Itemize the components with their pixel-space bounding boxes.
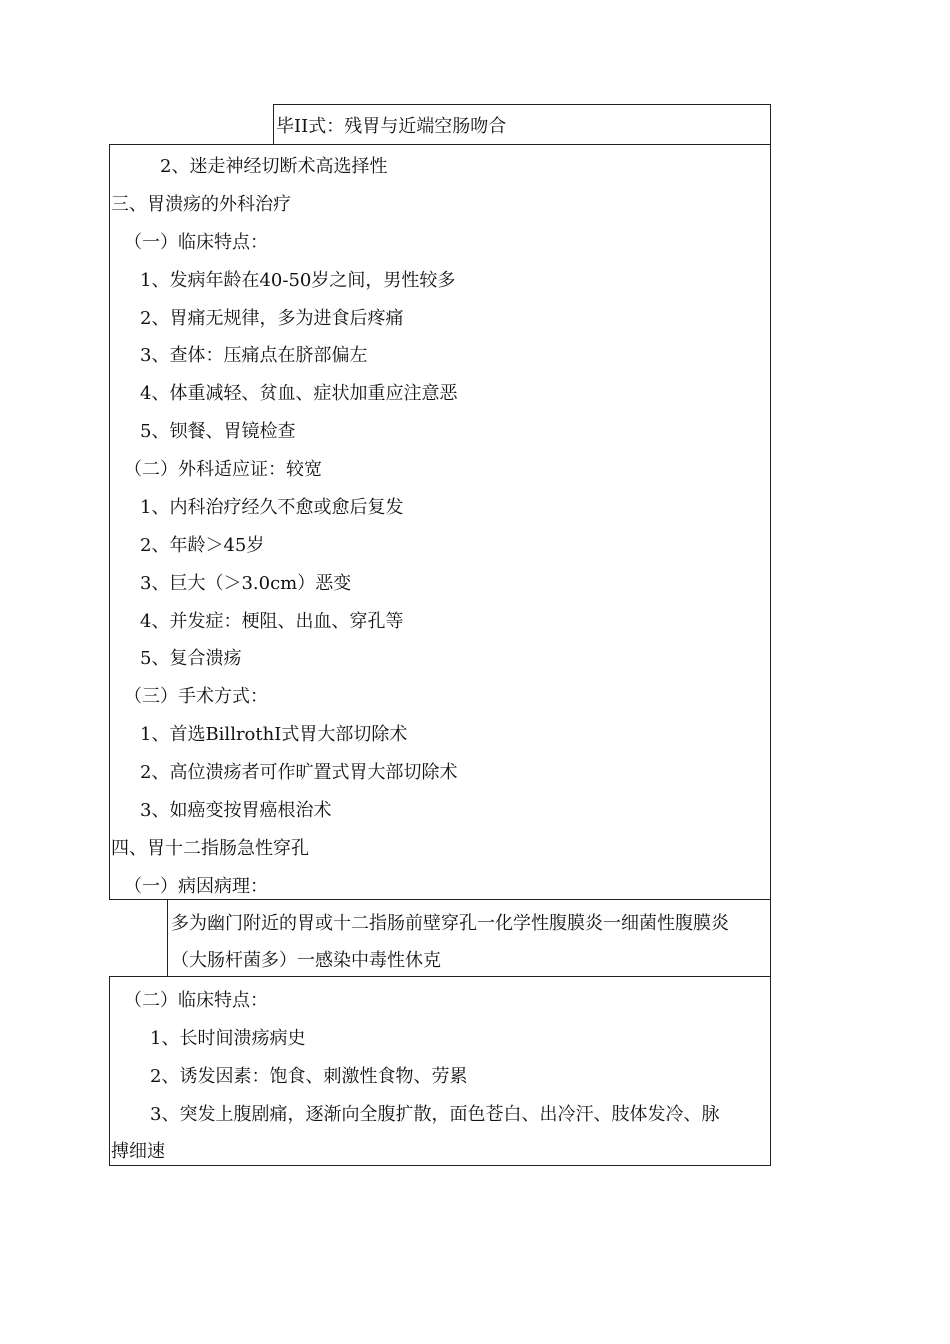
text-line: （大肠杆菌多）一感染中毒性休克 (171, 950, 441, 971)
subsection-heading: （二）临床特点： (124, 990, 268, 1011)
text-line: 1、长时间溃疡病史 (150, 1028, 306, 1049)
text-box-perforation-pathology (167, 899, 771, 977)
text-line: 2、胃痛无规律，多为进食后疼痛 (140, 308, 404, 329)
text-box-gastrojejunostomy (273, 104, 771, 145)
subsection-heading: （二）外科适应证：较宽 (124, 459, 322, 480)
text-line: 1、内科治疗经久不愈或愈后复发 (140, 497, 404, 518)
subsection-heading: （一）病因病理： (124, 876, 268, 897)
text-line: 多为幽门附近的胃或十二指肠前壁穿孔一化学性腹膜炎一细菌性腹膜炎 (171, 913, 729, 934)
text-box-gastric-ulcer-surgery (109, 144, 771, 900)
text-line: 3、查体：压痛点在脐部偏左 (140, 345, 368, 366)
text-line: 3、突发上腹剧痛，逐渐向全腹扩散，面色苍白、出冷汗、肢体发冷、脉 (150, 1104, 720, 1125)
text-line: 3、如癌变按胃癌根治术 (140, 800, 332, 821)
text-line: 4、并发症：梗阻、出血、穿孔等 (140, 611, 404, 632)
text-line: 5、复合溃疡 (140, 648, 242, 669)
text-box-perforation-clinical (109, 976, 771, 1166)
text-line: 3、巨大（＞3.0cm）恶变 (140, 573, 352, 594)
text-line: 1、首选BillrothI式胃大部切除术 (140, 724, 408, 745)
subsection-heading: （三）手术方式： (124, 686, 268, 707)
text-line: 1、发病年龄在40-50岁之间，男性较多 (140, 270, 456, 291)
text-line: 4、体重减轻、贫血、症状加重应注意恶 (140, 383, 458, 404)
text-line: 搏细速 (111, 1141, 165, 1162)
text-line: 2、高位溃疡者可作旷置式胃大部切除术 (140, 762, 458, 783)
text-line: 2、年龄＞45岁 (140, 535, 265, 556)
section-heading: 三、胃溃疡的外科治疗 (111, 194, 291, 215)
section-heading: 四、胃十二指肠急性穿孔 (111, 838, 309, 859)
text-line: 2、诱发因素：饱食、刺激性食物、劳累 (150, 1066, 468, 1087)
text-line: 2、迷走神经切断术高选择性 (160, 156, 388, 177)
text-line: 毕II式：残胃与近端空肠吻合 (276, 116, 507, 137)
text-line: 5、钡餐、胃镜检查 (140, 421, 296, 442)
subsection-heading: （一）临床特点： (124, 232, 268, 253)
